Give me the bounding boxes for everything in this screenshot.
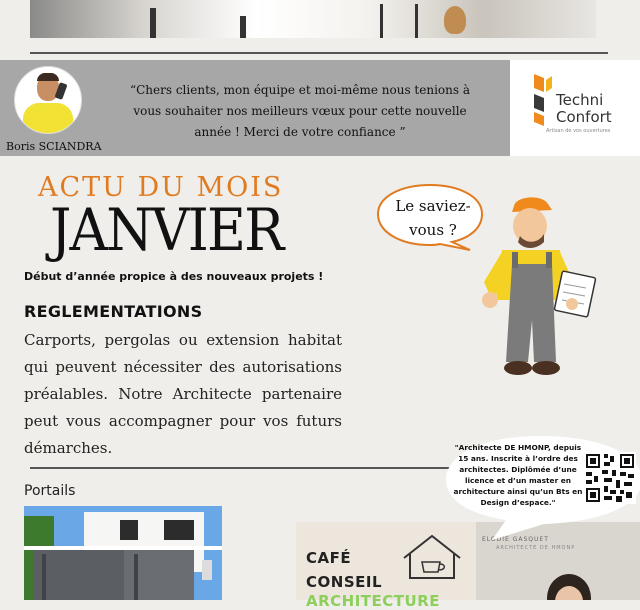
greeting-quote: “Chers clients, mon équipe et moi-même nous tenions à vous souhaiter nos meilleurs vœux pour cette nouvelle année ! Merci de votre confiance ” — [129, 83, 471, 139]
section-kicker: ACTU DU MOIS — [38, 172, 284, 203]
worker-illustration-icon — [466, 192, 606, 408]
portails-label: Portails — [24, 483, 76, 499]
logo-wordmark: Techni Confort — [556, 91, 612, 126]
did-you-know-text: Le saviez- vous ? — [395, 197, 471, 239]
cafe-architecture-label: ARCHITECTURE — [306, 592, 440, 610]
architect-name: ELODIE GASQUET — [482, 536, 549, 543]
interior-photo — [30, 0, 596, 38]
qr-code-icon[interactable] — [584, 452, 636, 504]
architect-quote: "Architecte DE HMONP, depuis 15 ans. Inscrite à l’ordre des architectes. Diplômée d’une licence et d’un master en architecture ainsi qu’un Bts en Design d’espace." — [453, 443, 583, 507]
avatar — [14, 66, 82, 134]
manager-name: Boris SCIANDRA — [6, 140, 102, 153]
techni-confort-logo-icon — [532, 72, 554, 128]
section-body: Carports, pergolas ou extension habitat qui peuvent nécessiter des autorisations préalables. Notre Architecte partenaire peut vous accompagner pour vos futurs démarches. — [24, 331, 342, 457]
month-title: JANVIER — [50, 196, 283, 264]
logo-tagline: Artisan de vos ouvertures — [546, 128, 611, 134]
gate-photo — [24, 506, 222, 600]
section-heading: REGLEMENTATIONS — [24, 302, 203, 321]
divider — [30, 52, 608, 54]
section-subtitle: Début d’année propice à des nouveaux projets ! — [24, 270, 324, 283]
cafe-conseil-title: CAFÉ CONSEIL — [306, 549, 383, 591]
divider — [30, 467, 486, 469]
architect-title: ARCHITECTE DE HMONP — [496, 545, 576, 551]
